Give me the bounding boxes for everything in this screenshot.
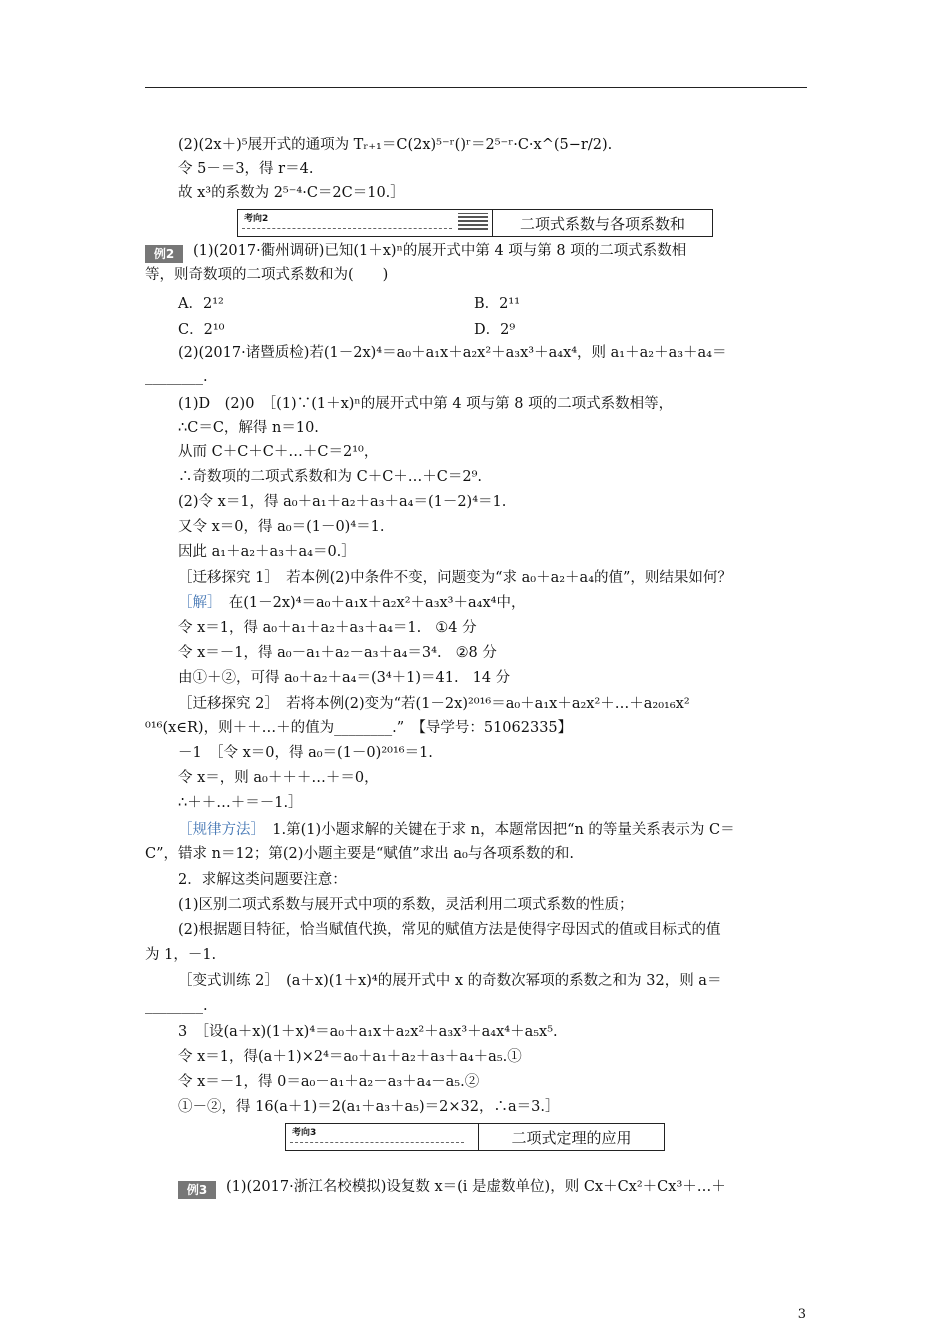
option-a: A．2¹² <box>178 296 224 312</box>
method-label: ［规律方法］ <box>178 822 258 838</box>
brand-logo-icon <box>458 213 488 230</box>
text-line: ∴＋＋…＋＝－1.］ <box>178 795 303 811</box>
text-line: (2)(2x＋)⁵展开式的通项为 Tᵣ₊₁＝C(2x)⁵⁻ʳ()ʳ＝2⁵⁻ʳ·C·x^(5−r/2). <box>178 137 613 153</box>
option-d: D．2⁹ <box>474 322 516 338</box>
text-line: (2)根据题目特征，恰当赋值代换，常见的赋值方法是使得字母因式的值或目标式的值 <box>178 922 721 938</box>
text-line: 令 x＝－1，得 a₀－a₁＋a₂－a₃＋a₄＝3⁴. ②8 分 <box>178 645 497 661</box>
section-tag: 考向2 <box>244 214 269 224</box>
answer-line: 3 ［设(a＋x)(1＋x)⁴＝a₀＋a₁x＋a₂x²＋a₃x³＋a₄x⁴＋a₅x⁵. <box>178 1024 558 1040</box>
example-badge: 例3 <box>178 1181 216 1199</box>
text-line: ［变式训练 2］ (a＋x)(1＋x)⁴的展开式中 x 的奇数次幂项的系数之和为 32，则 a＝ <box>178 973 722 989</box>
text-line: 令 x＝，则 a₀＋＋＋…＋＝0， <box>178 770 379 786</box>
text-line: 等，则奇数项的二项式系数和为( ) <box>145 267 389 283</box>
section-title: 二项式系数与各项系数和 <box>519 214 685 233</box>
example-line: 例3 (1)(2017·浙江名校模拟)设复数 x＝(i 是虚数单位)，则 Cx＋Cx²＋Cx³＋…＋ <box>178 1178 726 1199</box>
text-line: ∴奇数项的二项式系数和为 C＋C＋…＋C＝2⁹. <box>178 469 483 485</box>
method-line: ［规律方法］ 1.第(1)小题求解的关键在于求 n，本题常因把“n 的等量关系表示为 C＝ <box>178 822 735 838</box>
text-line: 由①＋②，可得 a₀＋a₂＋a₄＝(3⁴＋1)＝41. 14 分 <box>178 670 511 686</box>
option-b: B．2¹¹ <box>474 296 521 312</box>
text-line: ________. <box>145 998 208 1014</box>
text-line: 为 1，－1. <box>145 947 217 963</box>
answer-line: (1)D (2)0 ［(1)∵(1＋x)ⁿ的展开式中第 4 项与第 8 项的二项式系数相等， <box>178 396 674 412</box>
score-note: 14 分 <box>472 670 511 686</box>
text-line: ∴C＝C，解得 n＝10. <box>178 420 319 436</box>
text-line: C”，错求 n＝12；第(2)小题主要是“赋值”求出 a₀与各项系数的和. <box>145 846 574 862</box>
solution-line: ［解］ 在(1－2x)⁴＝a₀＋a₁x＋a₂x²＋a₃x³＋a₄x⁴中， <box>178 595 526 611</box>
section-title: 二项式定理的应用 <box>511 1128 632 1147</box>
section-box-2 <box>237 209 713 237</box>
text-line: 又令 x＝0，得 a₀＝(1－0)⁴＝1. <box>178 519 385 535</box>
text-line: 令 x＝1，得 a₀＋a₁＋a₂＋a₃＋a₄＝1. ①4 分 <box>178 620 477 636</box>
text-line: 令 5－＝3，得 r＝4. <box>178 161 314 177</box>
header-rule <box>145 87 807 88</box>
text-line: 令 x＝－1，得 0＝a₀－a₁＋a₂－a₃＋a₄－a₅.② <box>178 1074 480 1090</box>
text-line: (2)(2017·诸暨质检)若(1－2x)⁴＝a₀＋a₁x＋a₂x²＋a₃x³＋a₄x⁴，则 a₁＋a₂＋a₃＋a₄＝ <box>178 345 727 361</box>
text-line: ________. <box>145 369 208 385</box>
text-line: 2．求解这类问题要注意： <box>178 872 347 888</box>
score-note: ②8 分 <box>455 645 497 661</box>
text-line: ①－②，得 16(a＋1)＝2(a₁＋a₃＋a₅)＝2×32，∴a＝3.］ <box>178 1099 560 1115</box>
text-line: 故 x³的系数为 2⁵⁻⁴·C＝2C＝10.］ <box>178 185 405 201</box>
score-note: ①4 分 <box>435 620 477 636</box>
text-line: ⁰¹⁶(x∈R)，则＋＋…＋的值为________.” 【导学号：51062335】 <box>145 720 573 736</box>
option-c: C．2¹⁰ <box>178 322 225 338</box>
text-line: 从而 C＋C＋C＋…＋C＝2¹⁰， <box>178 444 379 460</box>
page-number: 3 <box>797 1307 806 1322</box>
section-box-3 <box>285 1123 665 1151</box>
text-line: －1 ［令 x＝0，得 a₀＝(1－0)²⁰¹⁶＝1. <box>178 745 433 761</box>
text-line: ［迁移探究 1］ 若本例(2)中条件不变，问题变为“求 a₀＋a₂＋a₄的值”，则结果如何？ <box>178 570 732 586</box>
text-line: ［迁移探究 2］ 若将本例(2)变为“若(1－2x)²⁰¹⁶＝a₀＋a₁x＋a₂x²＋…＋a₂₀₁₆x² <box>178 696 690 712</box>
example-line: 例2 (1)(2017·衢州调研)已知(1＋x)ⁿ的展开式中第 4 项与第 8 项的二项式系数相 <box>145 242 686 263</box>
text-line: (2)令 x＝1，得 a₀＋a₁＋a₂＋a₃＋a₄＝(1－2)⁴＝1. <box>178 494 507 510</box>
section-tag: 考向3 <box>292 1128 317 1138</box>
solution-label: ［解］ <box>178 595 215 611</box>
example-badge: 例2 <box>145 245 183 263</box>
text-line: (1)区别二项式系数与展开式中项的系数，灵活利用二项式系数的性质； <box>178 897 634 913</box>
text-line: 因此 a₁＋a₂＋a₃＋a₄＝0.］ <box>178 544 356 560</box>
text-line: 令 x＝1，得(a＋1)×2⁴＝a₀＋a₁＋a₂＋a₃＋a₄＋a₅.① <box>178 1049 522 1065</box>
